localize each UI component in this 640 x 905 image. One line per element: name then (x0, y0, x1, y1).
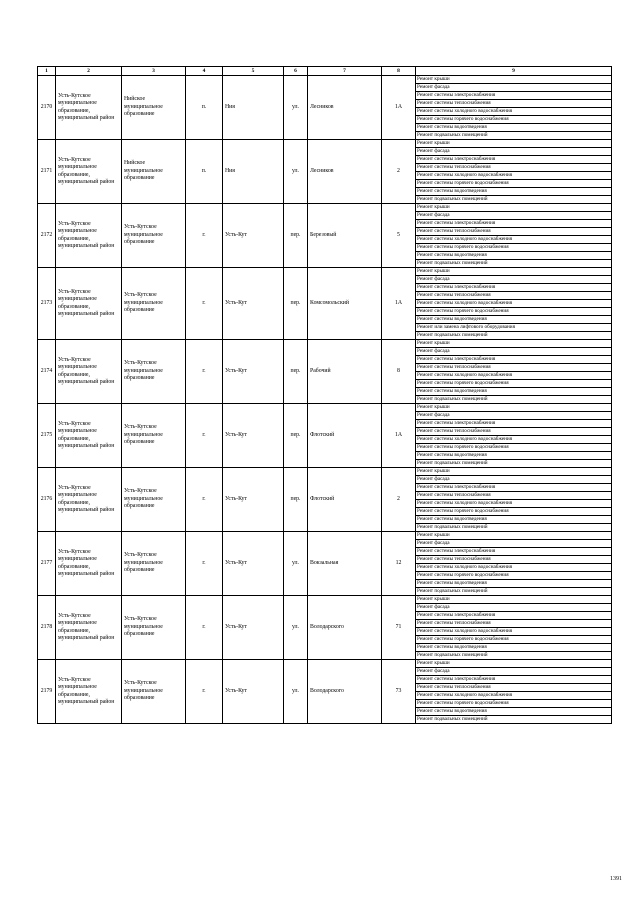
row-number: 2170 (38, 76, 56, 140)
locality-cell: Усть-Кут (223, 532, 284, 596)
work-item: Ремонт или замена лифтового оборудования (416, 324, 611, 332)
locality-type-cell: г. (186, 532, 223, 596)
work-item: Ремонт системы теплоснабжения (416, 364, 611, 372)
row-number: 2172 (38, 204, 56, 268)
work-item: Ремонт системы холодного водоснабжения (416, 236, 611, 244)
house-number-cell: 2 (382, 140, 416, 204)
municipality-cell: Усть-Кутское муниципальное образование, муниципальный район (56, 140, 122, 204)
row-number: 2178 (38, 596, 56, 660)
works-list-cell (416, 468, 612, 532)
works-list-cell (416, 340, 612, 404)
work-item: Ремонт системы водоотведения (416, 580, 611, 588)
locality-type-cell: г. (186, 660, 223, 724)
locality-type-cell: г. (186, 404, 223, 468)
settlement-cell: Усть-Кутское муниципальное образование (122, 340, 186, 404)
work-item: Ремонт системы холодного водоснабжения (416, 692, 611, 700)
street-type-cell: пер. (284, 204, 308, 268)
work-item: Ремонт системы теплоснабжения (416, 684, 611, 692)
work-item: Ремонт системы водоотведения (416, 252, 611, 260)
municipality-cell: Усть-Кутское муниципальное образование, муниципальный район (56, 404, 122, 468)
work-item: Ремонт системы холодного водоснабжения (416, 108, 611, 116)
house-number-cell: 1А (382, 76, 416, 140)
work-item: Ремонт подвальных помещений (417, 652, 488, 658)
house-number-cell: 71 (382, 596, 416, 660)
locality-cell: Ния (223, 140, 284, 204)
work-item: Ремонт фасада (416, 412, 611, 420)
street-cell: Лесников (308, 76, 382, 140)
work-item: Ремонт системы электроснабжения (416, 356, 611, 364)
street-cell: Флотский (308, 404, 382, 468)
work-item: Ремонт крыши (416, 340, 611, 348)
work-item: Ремонт системы холодного водоснабжения (416, 300, 611, 308)
work-item: Ремонт системы электроснабжения (416, 612, 611, 620)
col-header-5: 5 (223, 67, 284, 76)
work-item: Ремонт системы водоотведения (416, 644, 611, 652)
settlement-cell: Усть-Кутское муниципальное образование (122, 532, 186, 596)
street-cell: Лесников (308, 140, 382, 204)
street-type-cell: ул. (284, 76, 308, 140)
municipality-cell: Усть-Кутское муниципальное образование, муниципальный район (56, 660, 122, 724)
street-type-cell: пер. (284, 468, 308, 532)
locality-cell: Усть-Кут (223, 660, 284, 724)
work-item: Ремонт системы электроснабжения (416, 92, 611, 100)
header-row (38, 67, 612, 76)
work-item: Ремонт системы горячего водоснабжения (416, 572, 611, 580)
work-item: Ремонт системы электроснабжения (416, 676, 611, 684)
street-cell: Володарского (308, 660, 382, 724)
work-item: Ремонт системы теплоснабжения (416, 620, 611, 628)
work-item: Ремонт системы горячего водоснабжения (416, 444, 611, 452)
work-item: Ремонт фасада (416, 668, 611, 676)
street-cell: Володарского (308, 596, 382, 660)
work-item: Ремонт крыши (416, 404, 611, 412)
municipality-cell: Усть-Кутское муниципальное образование, муниципальный район (56, 596, 122, 660)
house-number-cell: 2 (382, 468, 416, 532)
work-item: Ремонт крыши (416, 268, 611, 276)
work-item: Ремонт системы водоотведения (416, 388, 611, 396)
street-cell: Вокзальная (308, 532, 382, 596)
work-item: Ремонт системы горячего водоснабжения (416, 116, 611, 124)
work-item: Ремонт крыши (416, 468, 611, 476)
work-item: Ремонт фасада (416, 348, 611, 356)
work-item: Ремонт системы электроснабжения (416, 284, 611, 292)
municipality-cell: Усть-Кутское муниципальное образование, муниципальный район (56, 76, 122, 140)
work-item: Ремонт системы теплоснабжения (416, 164, 611, 172)
street-type-cell: пер. (284, 340, 308, 404)
locality-cell: Усть-Кут (223, 204, 284, 268)
table-row (38, 468, 612, 532)
house-number-cell: 1А (382, 404, 416, 468)
locality-cell: Ния (223, 76, 284, 140)
table-row (38, 204, 612, 268)
col-header-4: 4 (186, 67, 223, 76)
work-item: Ремонт системы горячего водоснабжения (416, 636, 611, 644)
table-row (38, 532, 612, 596)
work-item: Ремонт системы горячего водоснабжения (416, 700, 611, 708)
street-cell: Комсомольский (308, 268, 382, 340)
work-item: Ремонт фасада (416, 540, 611, 548)
work-item: Ремонт подвальных помещений (417, 396, 488, 402)
settlement-cell: Усть-Кутское муниципальное образование (122, 596, 186, 660)
work-item: Ремонт системы электроснабжения (416, 484, 611, 492)
work-item: Ремонт системы электроснабжения (416, 420, 611, 428)
work-item: Ремонт фасада (416, 604, 611, 612)
work-item: Ремонт системы электроснабжения (416, 156, 611, 164)
locality-cell: Усть-Кут (223, 596, 284, 660)
locality-type-cell: г. (186, 468, 223, 532)
repair-program-table (37, 66, 612, 724)
row-number: 2179 (38, 660, 56, 724)
work-item: Ремонт подвальных помещений (417, 260, 488, 266)
work-item: Ремонт крыши (416, 76, 611, 84)
work-item: Ремонт системы теплоснабжения (416, 292, 611, 300)
table-row (38, 660, 612, 724)
work-item: Ремонт системы холодного водоснабжения (416, 372, 611, 380)
street-type-cell: ул. (284, 140, 308, 204)
settlement-cell: Усть-Кутское муниципальное образование (122, 204, 186, 268)
work-item: Ремонт фасада (416, 476, 611, 484)
settlement-cell: Нийское муниципальное образование (122, 140, 186, 204)
street-type-cell: ул. (284, 532, 308, 596)
col-header-6: 6 (284, 67, 308, 76)
works-list-cell (416, 268, 612, 340)
work-item: Ремонт крыши (416, 532, 611, 540)
work-item: Ремонт системы теплоснабжения (416, 492, 611, 500)
table-row (38, 404, 612, 468)
table-row (38, 340, 612, 404)
street-cell: Флотский (308, 468, 382, 532)
house-number-cell: 8 (382, 340, 416, 404)
row-number: 2174 (38, 340, 56, 404)
street-cell: Березовый (308, 204, 382, 268)
street-cell: Рабочий (308, 340, 382, 404)
work-item: Ремонт подвальных помещений (417, 524, 488, 530)
works-list-cell (416, 140, 612, 204)
locality-type-cell: г. (186, 340, 223, 404)
work-item: Ремонт системы теплоснабжения (416, 428, 611, 436)
work-item: Ремонт подвальных помещений (417, 332, 488, 338)
locality-type-cell: г. (186, 204, 223, 268)
work-item: Ремонт фасада (416, 84, 611, 92)
work-item: Ремонт фасада (416, 212, 611, 220)
work-item: Ремонт крыши (416, 204, 611, 212)
col-header-9: 9 (416, 67, 612, 76)
works-list-cell (416, 204, 612, 268)
table-row (38, 268, 612, 340)
settlement-cell: Нийское муниципальное образование (122, 76, 186, 140)
locality-type-cell: г. (186, 596, 223, 660)
col-header-2: 2 (56, 67, 122, 76)
street-type-cell: пер. (284, 268, 308, 340)
municipality-cell: Усть-Кутское муниципальное образование, муниципальный район (56, 468, 122, 532)
table-body (38, 76, 612, 724)
work-item: Ремонт системы теплоснабжения (416, 228, 611, 236)
work-item: Ремонт системы теплоснабжения (416, 556, 611, 564)
work-item: Ремонт фасада (416, 276, 611, 284)
work-item: Ремонт подвальных помещений (417, 132, 488, 138)
locality-type-cell: г. (186, 268, 223, 340)
locality-cell: Усть-Кут (223, 468, 284, 532)
street-type-cell: пер. (284, 404, 308, 468)
work-item: Ремонт крыши (416, 596, 611, 604)
work-item: Ремонт системы горячего водоснабжения (416, 380, 611, 388)
work-item: Ремонт крыши (416, 140, 611, 148)
row-number: 2177 (38, 532, 56, 596)
work-item: Ремонт системы водоотведения (416, 124, 611, 132)
col-header-7: 7 (308, 67, 382, 76)
work-item: Ремонт системы холодного водоснабжения (416, 564, 611, 572)
work-item: Ремонт системы холодного водоснабжения (416, 172, 611, 180)
work-item: Ремонт системы холодного водоснабжения (416, 436, 611, 444)
work-item: Ремонт системы электроснабжения (416, 548, 611, 556)
row-number: 2171 (38, 140, 56, 204)
work-item: Ремонт системы водоотведения (416, 708, 611, 716)
work-item: Ремонт подвальных помещений (417, 716, 488, 722)
works-list-cell (416, 532, 612, 596)
works-list-cell (416, 76, 612, 140)
table-row (38, 596, 612, 660)
work-item: Ремонт системы холодного водоснабжения (416, 628, 611, 636)
locality-cell: Усть-Кут (223, 404, 284, 468)
work-item: Ремонт системы горячего водоснабжения (416, 308, 611, 316)
page-number: 1391 (610, 876, 622, 882)
house-number-cell: 1А (382, 268, 416, 340)
works-list-cell (416, 660, 612, 724)
work-item: Ремонт системы водоотведения (416, 516, 611, 524)
house-number-cell: 12 (382, 532, 416, 596)
table-row (38, 76, 612, 140)
work-item: Ремонт системы холодного водоснабжения (416, 500, 611, 508)
work-item: Ремонт системы теплоснабжения (416, 100, 611, 108)
works-list-cell (416, 404, 612, 468)
work-item: Ремонт системы водоотведения (416, 316, 611, 324)
municipality-cell: Усть-Кутское муниципальное образование, муниципальный район (56, 268, 122, 340)
work-item: Ремонт крыши (416, 660, 611, 668)
municipality-cell: Усть-Кутское муниципальное образование, муниципальный район (56, 340, 122, 404)
work-item: Ремонт подвальных помещений (417, 460, 488, 466)
work-item: Ремонт системы горячего водоснабжения (416, 508, 611, 516)
work-item: Ремонт системы горячего водоснабжения (416, 244, 611, 252)
table-row (38, 140, 612, 204)
locality-type-cell: п. (186, 76, 223, 140)
work-item: Ремонт системы электроснабжения (416, 220, 611, 228)
street-type-cell: ул. (284, 596, 308, 660)
work-item: Ремонт системы водоотведения (416, 188, 611, 196)
work-item: Ремонт системы горячего водоснабжения (416, 180, 611, 188)
col-header-3: 3 (122, 67, 186, 76)
work-item: Ремонт подвальных помещений (417, 588, 488, 594)
row-number: 2173 (38, 268, 56, 340)
settlement-cell: Усть-Кутское муниципальное образование (122, 404, 186, 468)
col-header-8: 8 (382, 67, 416, 76)
locality-type-cell: п. (186, 140, 223, 204)
settlement-cell: Усть-Кутское муниципальное образование (122, 660, 186, 724)
house-number-cell: 5 (382, 204, 416, 268)
locality-cell: Усть-Кут (223, 340, 284, 404)
row-number: 2176 (38, 468, 56, 532)
locality-cell: Усть-Кут (223, 268, 284, 340)
settlement-cell: Усть-Кутское муниципальное образование (122, 468, 186, 532)
work-item: Ремонт подвальных помещений (417, 196, 488, 202)
work-item: Ремонт фасада (416, 148, 611, 156)
street-type-cell: ул. (284, 660, 308, 724)
col-header-1: 1 (38, 67, 56, 76)
municipality-cell: Усть-Кутское муниципальное образование, муниципальный район (56, 204, 122, 268)
settlement-cell: Усть-Кутское муниципальное образование (122, 268, 186, 340)
house-number-cell: 73 (382, 660, 416, 724)
work-item: Ремонт системы водоотведения (416, 452, 611, 460)
works-list-cell (416, 596, 612, 660)
row-number: 2175 (38, 404, 56, 468)
municipality-cell: Усть-Кутское муниципальное образование, муниципальный район (56, 532, 122, 596)
